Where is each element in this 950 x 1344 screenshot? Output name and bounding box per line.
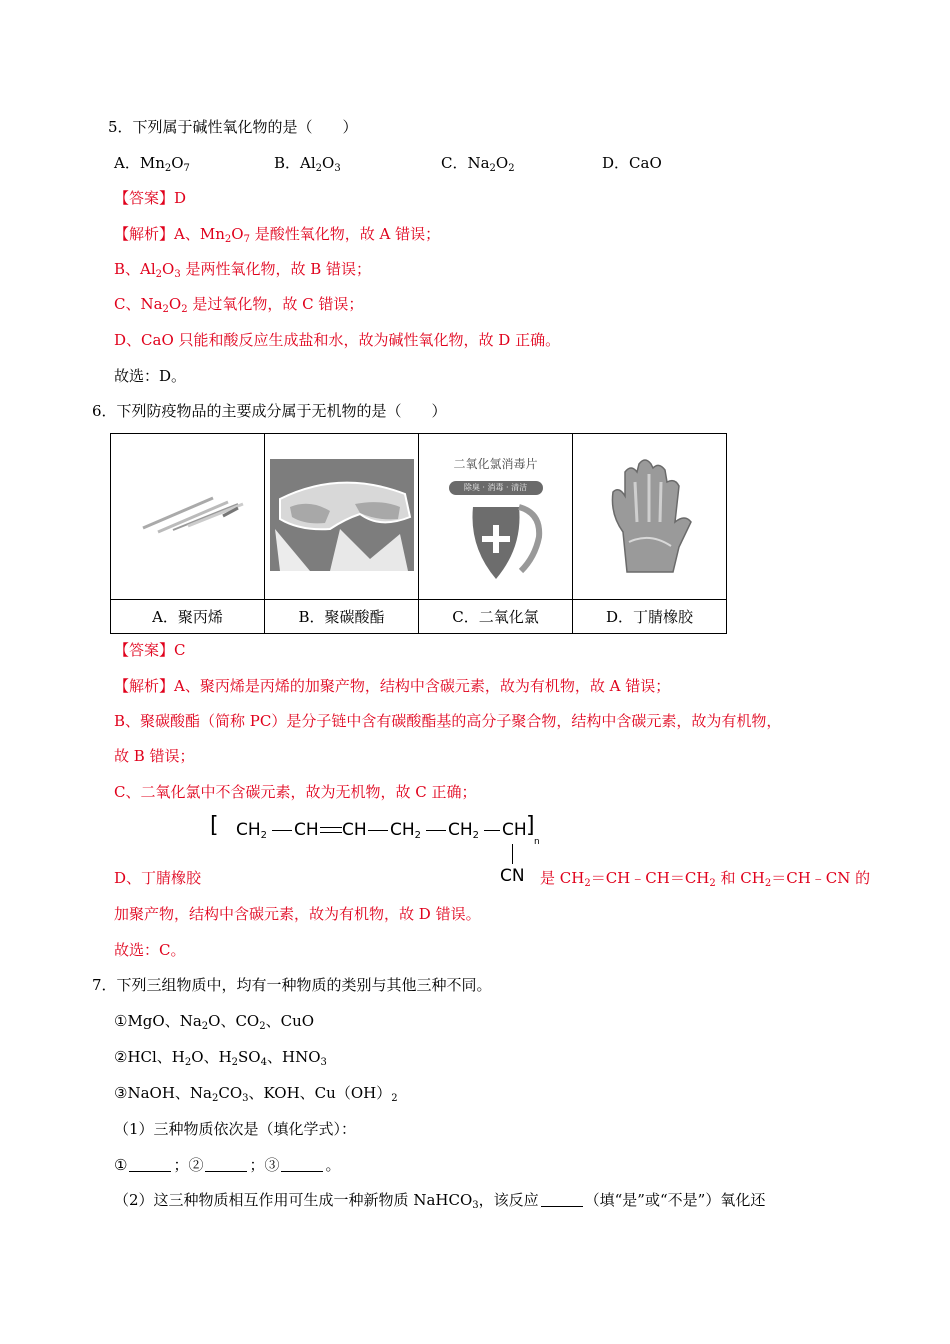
q5-analysis-c: C、$Na_2O_2$ 是过氧化物，故 C 错误；	[114, 295, 364, 315]
q5-option-c: C．$Na_2O_2$	[441, 154, 515, 174]
answer-blank-1[interactable]	[129, 1157, 171, 1172]
q5-analysis-a: 【解析】A、$Mn_2O_7$ 是酸性氧化物，故 A 错误；	[114, 225, 441, 245]
q6-analysis-d-post: 是 $CH_2=CH﹣CH=CH_2$ 和 $CH_2=CH﹣CN$ 的	[540, 869, 871, 889]
shield-cross-icon	[431, 497, 561, 587]
q6-image-d	[573, 434, 727, 600]
formula-vertical-bond	[512, 844, 513, 864]
q6-analysis-c: C、二氧化氯中不含碳元素，故为无机物，故 C 正确；	[114, 783, 477, 801]
polypropylene-strips-image	[128, 480, 248, 550]
q5-option-b: B．$Al_2O_3$	[274, 154, 341, 174]
formula-bond-2	[368, 830, 388, 831]
formula-double-bond	[320, 827, 342, 833]
q6-choice: 故选：C。	[114, 941, 186, 959]
q6-answer: 【答案】C	[114, 641, 186, 659]
q7-group-3: ③NaOH、$Na_2CO_3$、KOH、$Cu(OH)_2$	[114, 1084, 398, 1104]
rubber-glove-image	[605, 452, 695, 577]
q6-caption-b: B．聚碳酸酯	[265, 600, 419, 634]
q7-group-1: ①MgO、$Na_2O$、$CO_2$、CuO	[114, 1012, 315, 1032]
formula-ch2-a: $CH_2$	[236, 820, 268, 841]
q6-analysis-d2: 加聚产物，结构中含碳元素，故为有机物，故 D 错误。	[114, 905, 481, 923]
formula-ch2-e: $CH_2$	[448, 820, 480, 841]
q5-choice: 故选：D。	[114, 367, 187, 385]
q6-analysis-d: D、丁腈橡胶	[114, 869, 202, 887]
disinfectant-tagline: 除臭 · 消毒 · 清洁	[449, 481, 543, 495]
formula-cn: CN	[500, 866, 525, 886]
answer-blank-3[interactable]	[281, 1157, 323, 1172]
q5-analysis-b: B、$Al_2O_3$ 是两性氧化物，故 B 错误；	[114, 260, 372, 280]
q6-image-a	[111, 434, 265, 600]
q6-caption-d: D．丁腈橡胶	[573, 600, 727, 634]
formula-bracket-right: ]	[526, 813, 535, 838]
formula-ch-f: CH	[502, 820, 527, 840]
formula-ch-c: CH	[342, 820, 367, 840]
answer-blank-2[interactable]	[205, 1157, 247, 1172]
q6-analysis-b1: B、聚碳酸酯（简称 PC）是分子链中含有碳酸酯基的高分子聚合物，结构中含碳元素，故为有机物，	[114, 712, 782, 730]
q7-sub-question-2: （2）这三种物质相互作用可生成一种新物质 NaHCO$_3$，该反应 （填“是”或“不是”）氧化还	[114, 1191, 766, 1211]
q7-sub-question-1: （1）三种物质依次是（填化学式）：	[114, 1120, 357, 1138]
q6-image-b	[265, 434, 419, 600]
formula-bond-1	[272, 830, 292, 831]
formula-bond-3	[426, 830, 446, 831]
q5-stem: 5．下列属于碱性氧化物的是（ ）	[108, 118, 358, 136]
answer-blank-4[interactable]	[541, 1192, 583, 1207]
q5-option-d: D．CaO	[602, 154, 662, 172]
q6-caption-a: A．聚丙烯	[111, 600, 265, 634]
q5-answer: 【答案】D	[114, 189, 187, 207]
formula-ch-b: CH	[294, 820, 319, 840]
q6-stem: 6．下列防疫物品的主要成分属于无机物的是（ ）	[92, 402, 447, 420]
q5-option-a: A．$Mn_2O_7$	[114, 154, 190, 174]
q6-options-table	[110, 433, 727, 634]
safety-goggles-image	[270, 459, 414, 571]
q7-stem: 7．下列三组物质中，均有一种物质的类别与其他三种不同。	[92, 976, 492, 994]
nitrile-rubber-formula	[210, 814, 540, 894]
q6-caption-c: C．二氧化氯	[419, 600, 573, 634]
q7-blanks: ① ；② ；③ 。	[114, 1156, 341, 1174]
q6-analysis-a: 【解析】A、聚丙烯是丙烯的加聚产物，结构中含碳元素，故为有机物，故 A 错误；	[114, 677, 671, 695]
q5-analysis-d: D、CaO 只能和酸反应生成盐和水，故为碱性氧化物，故 D 正确。	[114, 331, 561, 349]
q7-group-2: ②HCl、$H_2O$、$H_2SO_4$、$HNO_3$	[114, 1048, 327, 1068]
formula-subscript-n: n	[534, 837, 540, 847]
formula-bracket-left: [	[210, 813, 219, 838]
q6-analysis-b2: 故 B 错误；	[114, 747, 195, 765]
formula-ch2-d: $CH_2$	[390, 820, 422, 841]
q6-image-c	[419, 434, 573, 600]
disinfectant-title: 二氧化氯消毒片	[453, 456, 538, 471]
